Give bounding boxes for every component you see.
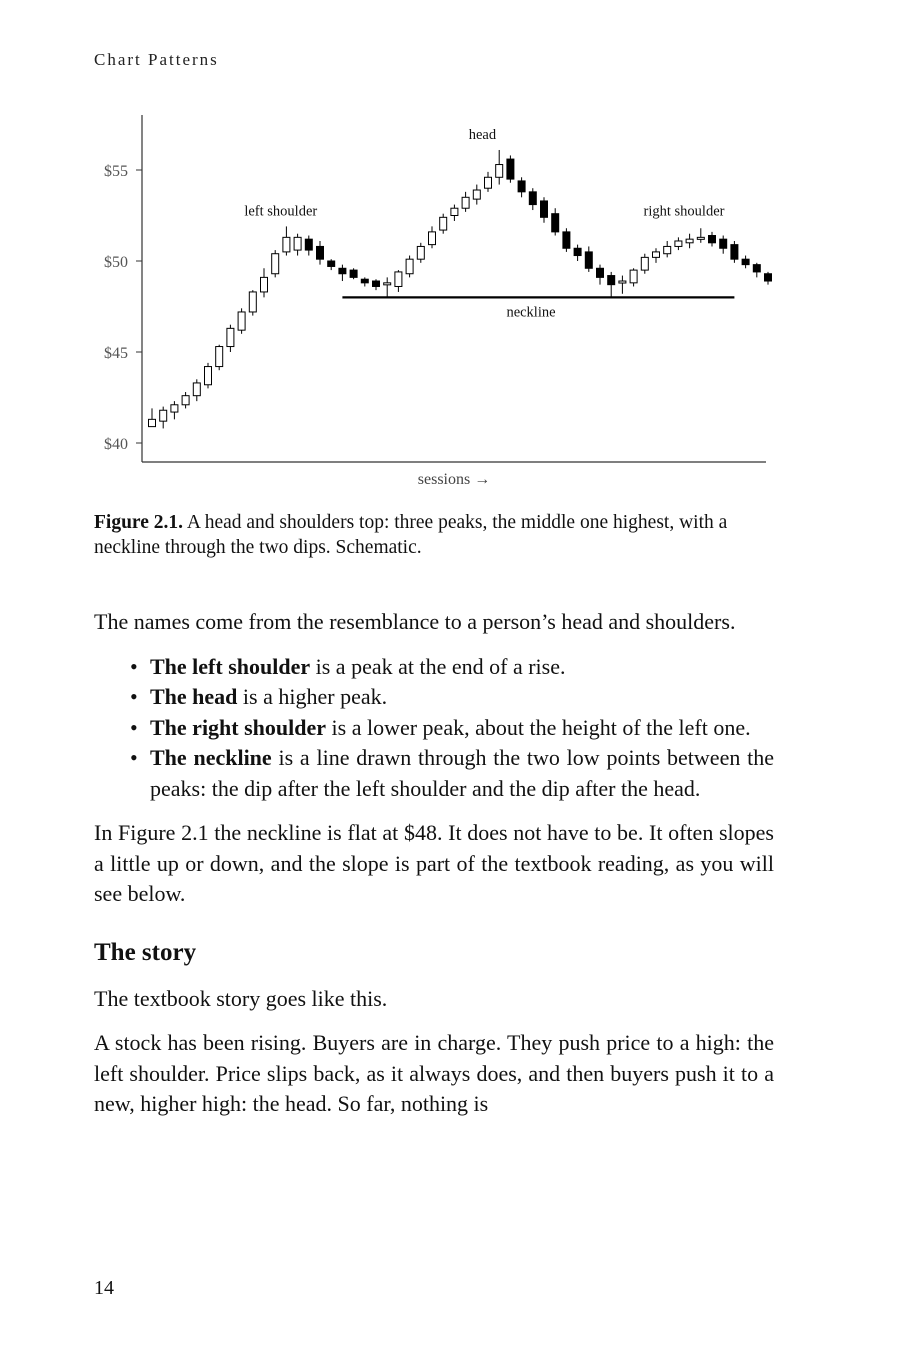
candle	[664, 241, 671, 257]
candle	[149, 408, 156, 426]
candle	[597, 265, 604, 285]
candle-body-down	[305, 239, 312, 250]
candle-body-down	[328, 261, 335, 266]
candle	[574, 245, 581, 261]
candle-body-down	[507, 159, 514, 179]
candle	[249, 290, 256, 315]
candle-body-up	[429, 232, 436, 245]
body-text	[94, 607, 774, 1134]
candle	[731, 241, 738, 263]
candle	[294, 234, 301, 256]
candle	[406, 256, 413, 278]
candle-body-up	[630, 270, 637, 283]
candle-body-down	[529, 192, 536, 205]
candle-body-down	[350, 270, 357, 277]
y-tick-label: $40	[104, 436, 128, 453]
figure-label: Figure 2.1.	[94, 512, 184, 533]
candlestick-series	[149, 150, 772, 428]
candle-body-down	[753, 265, 760, 272]
candle-body-down	[373, 281, 380, 286]
candle-body-down	[552, 214, 559, 232]
candle-body-up	[384, 283, 391, 285]
section-heading: The story	[94, 938, 197, 966]
x-axis-label: sessions →	[417, 471, 491, 488]
running-title: Chart Patterns	[94, 50, 219, 69]
candle-body-down	[518, 181, 525, 192]
candle-body-up	[697, 237, 704, 239]
list-item-text: is a lower peak, about the height of the left one.	[326, 714, 751, 740]
candle-body-up	[485, 177, 492, 188]
candle	[473, 185, 480, 205]
candle	[384, 277, 391, 297]
y-tick-label: $55	[104, 163, 128, 180]
candle-body-up	[294, 237, 301, 250]
candle-body-up	[193, 383, 200, 396]
story-paragraph: A stock has been rising. Buyers are in charge. They push price to a high: the left shoulder. Price slips back, as it always does, and then buyers push it to a new, higher high: the head. So far, nothing is	[94, 1030, 774, 1116]
list-item	[150, 713, 774, 744]
definition-list	[94, 652, 774, 805]
candle	[451, 205, 458, 221]
figure-caption-text: A head and shoulders top: three peaks, the middle one highest, with a neckline through the two dips. Schematic.	[94, 512, 728, 558]
candle-body-up	[675, 241, 682, 246]
candle-body-down	[765, 274, 772, 281]
candle	[283, 226, 290, 255]
candle	[317, 241, 324, 265]
candle	[630, 268, 637, 286]
candle	[641, 254, 648, 274]
candle-body-up	[395, 272, 402, 287]
candle	[328, 259, 335, 270]
candle	[709, 232, 716, 247]
candle	[395, 270, 402, 292]
candle	[350, 268, 357, 279]
candle	[216, 345, 223, 370]
candle-body-up	[451, 208, 458, 215]
candle	[238, 308, 245, 333]
candle	[697, 228, 704, 243]
y-tick-label: $50	[104, 254, 128, 271]
candle-body-down	[608, 276, 615, 285]
candle-body-down	[317, 246, 324, 259]
candle-body-up	[272, 254, 279, 274]
head-and-shoulders-chart	[0, 100, 900, 500]
candle	[541, 197, 548, 222]
neckline-label: neckline	[506, 304, 556, 321]
candle	[361, 277, 368, 286]
chart-overlays	[244, 127, 734, 320]
candle-body-down	[563, 232, 570, 248]
candle-body-down	[361, 279, 368, 283]
candle-body-down	[720, 239, 727, 248]
candle	[182, 392, 189, 408]
candle-body-up	[686, 239, 693, 243]
candle	[765, 272, 772, 285]
candle	[171, 401, 178, 419]
candle-body-up	[249, 292, 256, 312]
candle	[373, 279, 380, 290]
candle	[429, 226, 436, 248]
candle	[272, 250, 279, 277]
candle-body-up	[653, 252, 660, 257]
candle	[518, 177, 525, 197]
candle	[653, 248, 660, 263]
candle-body-up	[160, 410, 167, 421]
candle-body-down	[541, 201, 548, 217]
candle	[227, 325, 234, 352]
list-item-term: The left shoulder	[150, 653, 311, 679]
list-item	[150, 743, 774, 804]
candle-body-up	[149, 419, 156, 426]
candle	[585, 246, 592, 271]
list-item-text: is a peak at the end of a rise.	[310, 653, 566, 679]
chart-axes	[104, 115, 766, 488]
candle-body-up	[406, 259, 413, 274]
candle-body-down	[597, 268, 604, 277]
candle-body-down	[709, 236, 716, 243]
candle-body-down	[731, 245, 738, 260]
candle	[417, 243, 424, 263]
candle-body-up	[496, 165, 503, 178]
page-number: 14	[94, 1277, 114, 1299]
pattern-annotation: right shoulder	[643, 203, 725, 220]
candle	[720, 236, 727, 254]
candle-body-up	[440, 217, 447, 230]
candle-body-down	[585, 252, 592, 268]
candle	[160, 407, 167, 429]
y-tick-label: $45	[104, 345, 128, 362]
candle-body-up	[238, 312, 245, 330]
candle-body-down	[742, 259, 749, 264]
list-item-term: The right shoulder	[150, 714, 327, 740]
candle-body-up	[417, 246, 424, 259]
candle-body-up	[462, 197, 469, 208]
candle	[205, 363, 212, 388]
candle	[496, 150, 503, 185]
candle-body-up	[664, 246, 671, 253]
candle-body-up	[283, 237, 290, 252]
candle-body-up	[261, 277, 268, 292]
list-item	[150, 652, 774, 683]
candle-body-up	[182, 396, 189, 405]
candle	[261, 268, 268, 297]
candle-body-up	[205, 367, 212, 385]
candle	[339, 265, 346, 281]
candle	[193, 379, 200, 401]
figure-caption	[94, 510, 794, 560]
candle-body-up	[473, 190, 480, 199]
candle	[563, 228, 570, 252]
list-item-text: is a higher peak.	[237, 684, 388, 709]
list-item-term: The head	[150, 684, 238, 709]
neckline-paragraph: In Figure 2.1 the neckline is flat at $48. It does not have to be. It often slopes a little up or down, and the slope is part of the textbook reading, as you will see below.	[94, 820, 774, 906]
pattern-annotation: left shoulder	[244, 203, 318, 220]
candle	[305, 236, 312, 256]
candle	[552, 208, 559, 235]
intro-paragraph: The names come from the resemblance to a person’s head and shoulders.	[94, 609, 736, 634]
candle	[485, 172, 492, 192]
list-item-text: is a line drawn through the two low points between the peaks: the dip after the left shoulder and the dip after the head.	[150, 745, 774, 801]
list-item	[150, 682, 774, 713]
candle	[742, 256, 749, 269]
candle-body-up	[619, 281, 626, 283]
candle-body-up	[216, 347, 223, 367]
candle	[686, 234, 693, 249]
story-intro-paragraph: The textbook story goes like this.	[94, 985, 388, 1011]
list-item-term: The neckline	[150, 745, 272, 770]
candle-body-down	[339, 268, 346, 273]
candle	[440, 214, 447, 234]
pattern-annotation: head	[468, 127, 497, 144]
candle-body-up	[227, 328, 234, 346]
candle-body-up	[641, 257, 648, 270]
candle	[675, 237, 682, 250]
candle	[462, 192, 469, 212]
candle-body-up	[171, 405, 178, 412]
candle	[529, 188, 536, 210]
candle	[753, 263, 760, 278]
candle-body-down	[574, 248, 581, 255]
candle	[507, 155, 514, 182]
candle	[619, 276, 626, 294]
candle	[608, 272, 615, 297]
